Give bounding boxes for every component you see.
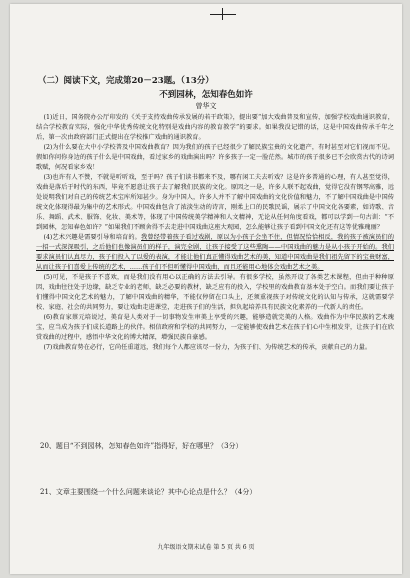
paragraph-text: (2)为什么要在大中小学校普及中国戏曲教育？因为我们的孩子已经很少了解民族宝贵的文化遗产，有时甚至对它们视而不见。假如你问你身边的孩子什么是中国戏曲，看过家乡的戏曲演出吗？许多孩子一定一脸茫然。城市的孩子很多已不会欣赏古代的诗词歌赋，何况看家乡戏！ xyxy=(36,144,394,171)
question-21: 21、文章主要围绕一个什么问题来谈论？其中心论点是什么？（4分） xyxy=(40,488,257,496)
paragraph-text: (3)也许有人不赞，不就是听听戏，至于吗？孩子们读书都来不及，哪有闲工夫去听戏？这是许多普通的心理，有人甚至觉得，戏曲是落后于时代的东西，毕竟不愿意让孩子去了解我们民族的文化。原因之一是，许多人联不起戏曲，觉得它没有钢琴高雅，远处说明我们对自己的传统艺术宝库所知甚少。身为中国人，许多人并不了解中国戏曲的文化价值和魅力，不了解中国戏曲是中国传统文化体现得最为集中的艺术形式。中国戏曲包含了浓淡生动的诗言，刚柔上口的民歌民谣，展示了中国文化各要素，如诗歌、音乐、舞蹈、武术、服饰、化妆、美术等，体现了中国传统美学精神和人文精神，无论从任何角度看戏，都可以学到一句古训：“不到园林，怎知春色如许？”如果我们不顾舍得不去走进中国戏曲这座大观园，怎么能够让孩子看到中国文化还有这等优雅瑰丽？ xyxy=(36,174,394,231)
article-paragraph xyxy=(36,313,394,343)
underlined-text: 我们要求演员们认真尽力，孩子们投入了以爱的表演，才能让他们真正懂得戏曲艺术的美，知道中国戏曲是我们祖先留下的宝贵财富，从而让孩子们喜爱上传统的艺术，……孩子们不但听懂得中国戏曲，而且还能用心地体会戏曲艺术之美。 xyxy=(36,244,395,271)
paragraph-text: (7)戏曲教育势在必行，它尚任重道远，我们每个人都应该尽一份力，为孩子们、为传统艺术的传承，贡献自己的力量。 xyxy=(43,344,372,351)
article-body xyxy=(36,113,394,353)
article-paragraph xyxy=(36,113,394,143)
exam-page xyxy=(10,4,402,574)
article-paragraph xyxy=(36,343,394,353)
paragraph-text: (5)可见，不是孩子不喜欢，而是我们没有用心以正确的方法去引导。有很多学校，虽然开设了各类艺术课程，但由于种种原因，戏曲往往处于边缘，缺乏专业的老师，缺乏必要的教材，缺乏应有的投入，学校里的戏曲教育基本处于空白。而我们要让孩子们懂得中国文化艺术的魅力，了解中国戏曲的精华，不能仅停留在口头上，还须重视孩子对传统文化的认知与传承，这就需要学校、家庭、社会的共同努力，要让戏曲走进课堂，走进孩子们的生活，担负起培养具有民族文化素养的一代新人的责任。 xyxy=(36,274,394,311)
paragraph-text: (6)教育家蔡元培说过，美育是人类对于一切事物发生审美上享受的兴趣，能够造就完美的人格。戏曲作为中华民族的艺术瑰宝，应当成为孩子们成长道路上的伙伴。相信政府和学校的共同努力，一定能够使戏曲艺术在孩子们心中生根发芽，让孩子们在欣赏戏曲的过程中，感悟中华文化的博大精深，增强民族自豪感。 xyxy=(36,314,394,341)
page-footer: 九年级语文期末试卷 第 5 页 共 6 页 xyxy=(157,544,255,551)
section-title: （二）阅读下文，完成第20－23题。（13分） xyxy=(38,76,214,86)
article-paragraph xyxy=(36,233,394,273)
crop-mark-icon xyxy=(210,8,236,20)
article-paragraph xyxy=(36,173,394,233)
question-20: 20、题目“不到园林，怎知春色如许”指得好，好在哪里？（3分） xyxy=(40,442,243,450)
underlined-text: 我曾经带着孩子看过戏剧，原以为小孩子会坐不住，但情况恰恰相反，我的孩子被演员们的一招一式深深吸引，之后他们也像演员们的样子，演完全剧，让孩子接受了这些熏陶——中国戏曲的魅力是从小孩子开始的。 xyxy=(36,234,395,251)
paragraph-text: (4)艺术兴趣是需要引导和培育的。 xyxy=(43,234,142,241)
article-paragraph xyxy=(36,143,394,173)
article-author: 曾华文 xyxy=(195,102,217,110)
article-paragraph xyxy=(36,273,394,313)
paragraph-text: (1)近日，国务院办公厅印发的《关于支持戏曲传承发展的若干政策》，提出要“加大戏曲普及和宣传，加强学校戏曲通识教育，结合学校教育实际，强化中华优秀传统文化特别是戏曲内容的教育教学”的要求。如果我没记错的话，这是中国戏曲传承千年之后，第一次由政府部门正式提出在学校推广戏曲的通识教育。 xyxy=(36,114,394,141)
article-title: 不到园林，怎知春色如许 xyxy=(159,90,253,100)
